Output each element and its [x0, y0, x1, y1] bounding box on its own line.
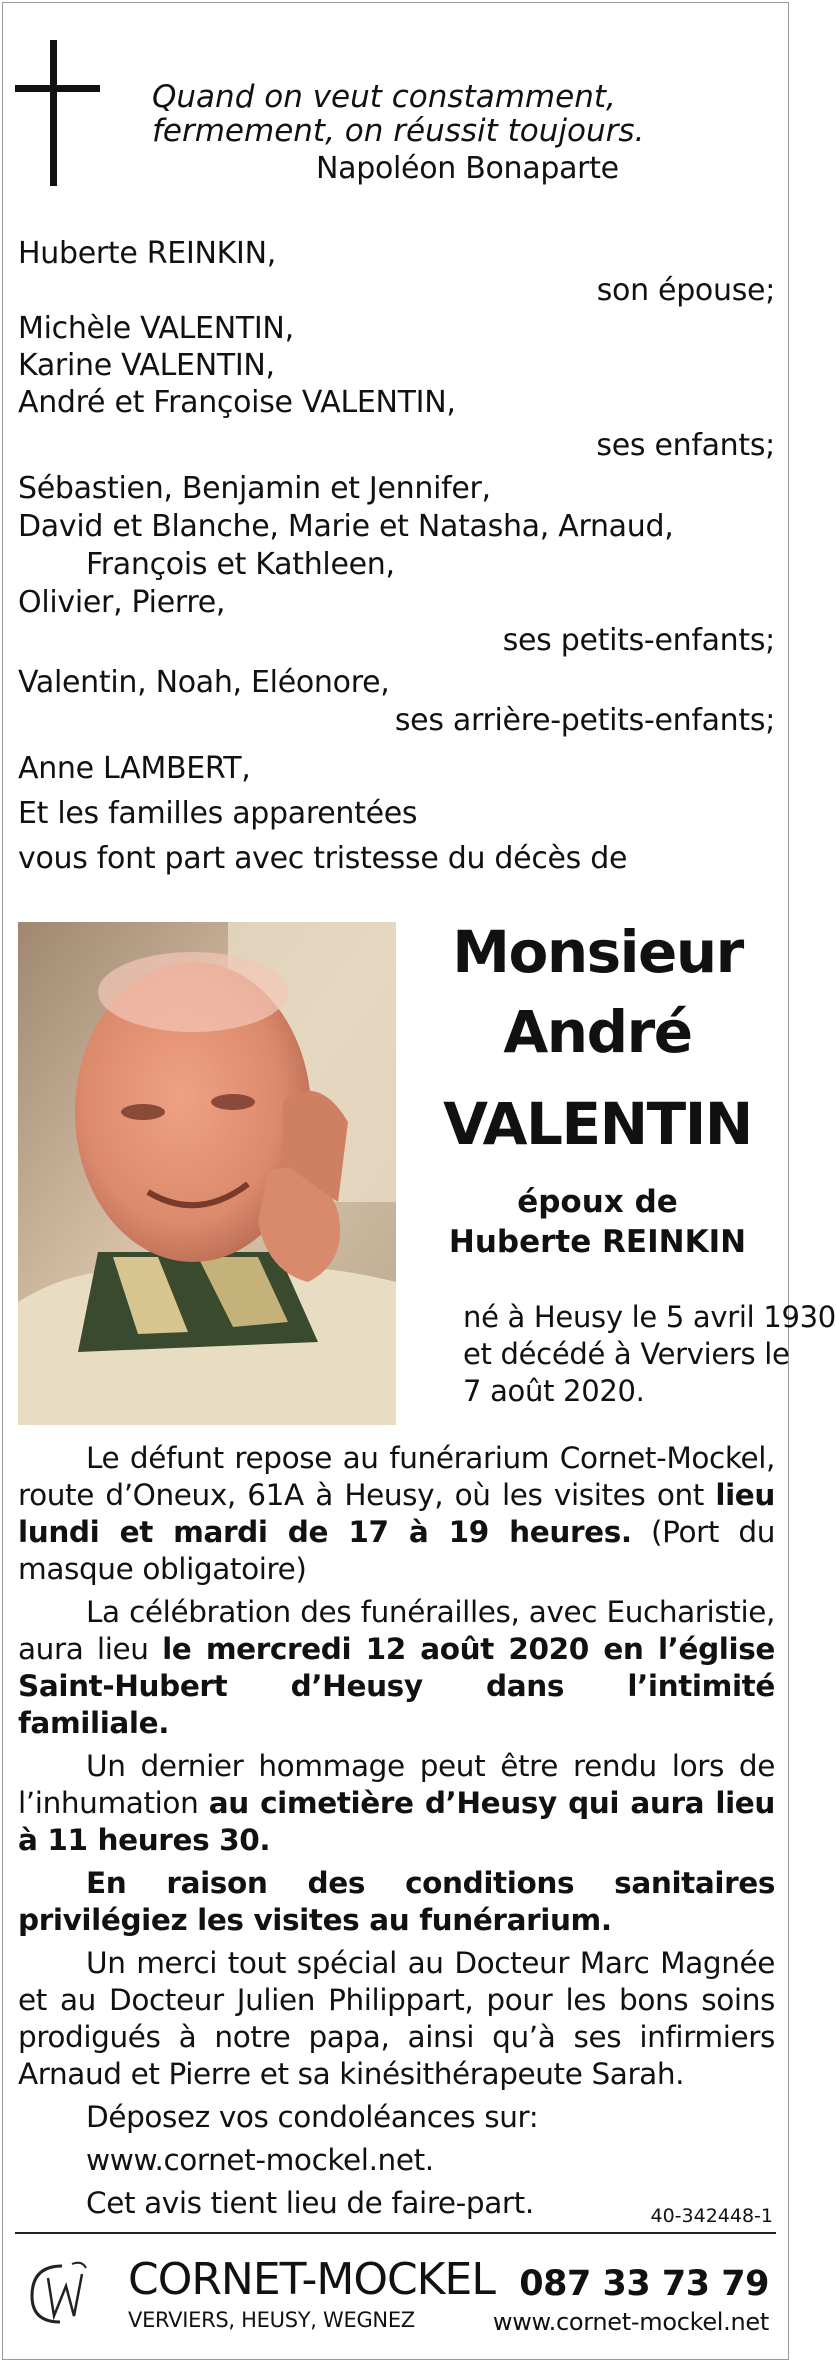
quote-author: Napoléon Bonaparte	[316, 151, 619, 186]
paragraph-ceremony: La célébration des funérailles, avec Eucharistie, aura lieu le mercredi 12 août 2020 en l’église Saint-Hubert d’Heusy dans l’intimité familiale.	[18, 1595, 775, 1740]
deceased-title: Monsieur	[452, 918, 743, 986]
paragraph-thanks: Un merci tout spécial au Docteur Marc Magnée et au Docteur Julien Philippart, pour les bons soins prodigués à notre papa, ainsi qu’à ses infirmiers Arnaud et Pierre et sa kinésithérapeute Sarah.	[18, 1946, 775, 2091]
family-role: ses arrière-petits-enfants;	[394, 703, 775, 738]
family-line: François et Kathleen,	[86, 547, 395, 582]
family-line: Sébastien, Benjamin et Jennifer,	[18, 471, 491, 506]
paragraph-burial: Un dernier hommage peut être rendu lors de l’inhumation au cimetière d’Heusy qui aura lieu à 11 heures 30.	[18, 1749, 776, 1857]
paragraph-sanitary: En raison des conditions sanitaires privilégiez les visites au funérarium.	[18, 1866, 775, 1937]
notice-reference: 40-342448-1	[650, 2205, 773, 2227]
birth-line-1: né à Heusy le 5 avril 1930	[463, 1300, 836, 1334]
paragraph-visitation: Le défunt repose au funérarium Cornet-Mockel, route d’Oneux, 61A à Heusy, où les visites ont lieu lundi et mardi de 17 à 19 heures. (Port du masque obligatoire)	[18, 1441, 775, 1586]
phone-number[interactable]: 087 33 73 79	[519, 2264, 769, 2304]
family-line: André et Françoise VALENTIN,	[18, 385, 456, 420]
family-line: Michèle VALENTIN,	[18, 311, 294, 346]
spouse-line-1: époux de	[517, 1184, 678, 1220]
condolences-url[interactable]: www.cornet-mockel.net.	[86, 2143, 434, 2177]
family-role: ses enfants;	[596, 428, 775, 463]
birth-line-2: et décédé à Verviers le	[463, 1337, 790, 1371]
spouse-line-2: Huberte REINKIN	[448, 1224, 747, 1260]
notice-body	[18, 1440, 775, 2228]
family-line: Et les familles apparentées	[18, 796, 418, 831]
family-role: son épouse;	[596, 273, 775, 308]
quote-line-1: Quand on veut constamment,	[152, 79, 616, 115]
family-line: Olivier, Pierre,	[18, 585, 226, 620]
website-link[interactable]: www.cornet-mockel.net	[492, 2308, 769, 2336]
footer-rule	[15, 2232, 776, 2234]
family-line: Huberte REINKIN,	[18, 236, 276, 271]
paragraph-condolences: Déposez vos condoléances sur:	[86, 2100, 539, 2134]
family-line: Valentin, Noah, Eléonore,	[18, 665, 390, 700]
paragraph-closing: Cet avis tient lieu de faire-part.	[86, 2186, 534, 2220]
brand-name: CORNET-MOCKEL	[128, 2254, 495, 2305]
deceased-last-name: VALENTIN	[443, 1090, 752, 1158]
birth-line-3: 7 août 2020.	[463, 1374, 645, 1408]
deceased-photo	[18, 922, 396, 1425]
family-role: ses petits-enfants;	[502, 623, 775, 658]
announcement-line: vous font part avec tristesse du décès de	[18, 841, 628, 876]
brand-locations: VERVIERS, HEUSY, WEGNEZ	[128, 2308, 415, 2332]
family-line: Karine VALENTIN,	[18, 348, 275, 383]
family-line: Anne LAMBERT,	[18, 751, 251, 786]
quote-line-2: fermement, on réussit toujours.	[152, 113, 645, 149]
deceased-first-name: André	[503, 998, 692, 1066]
cornet-mockel-logo	[22, 2256, 92, 2328]
family-line: David et Blanche, Marie et Natasha, Arnaud,	[18, 509, 674, 544]
